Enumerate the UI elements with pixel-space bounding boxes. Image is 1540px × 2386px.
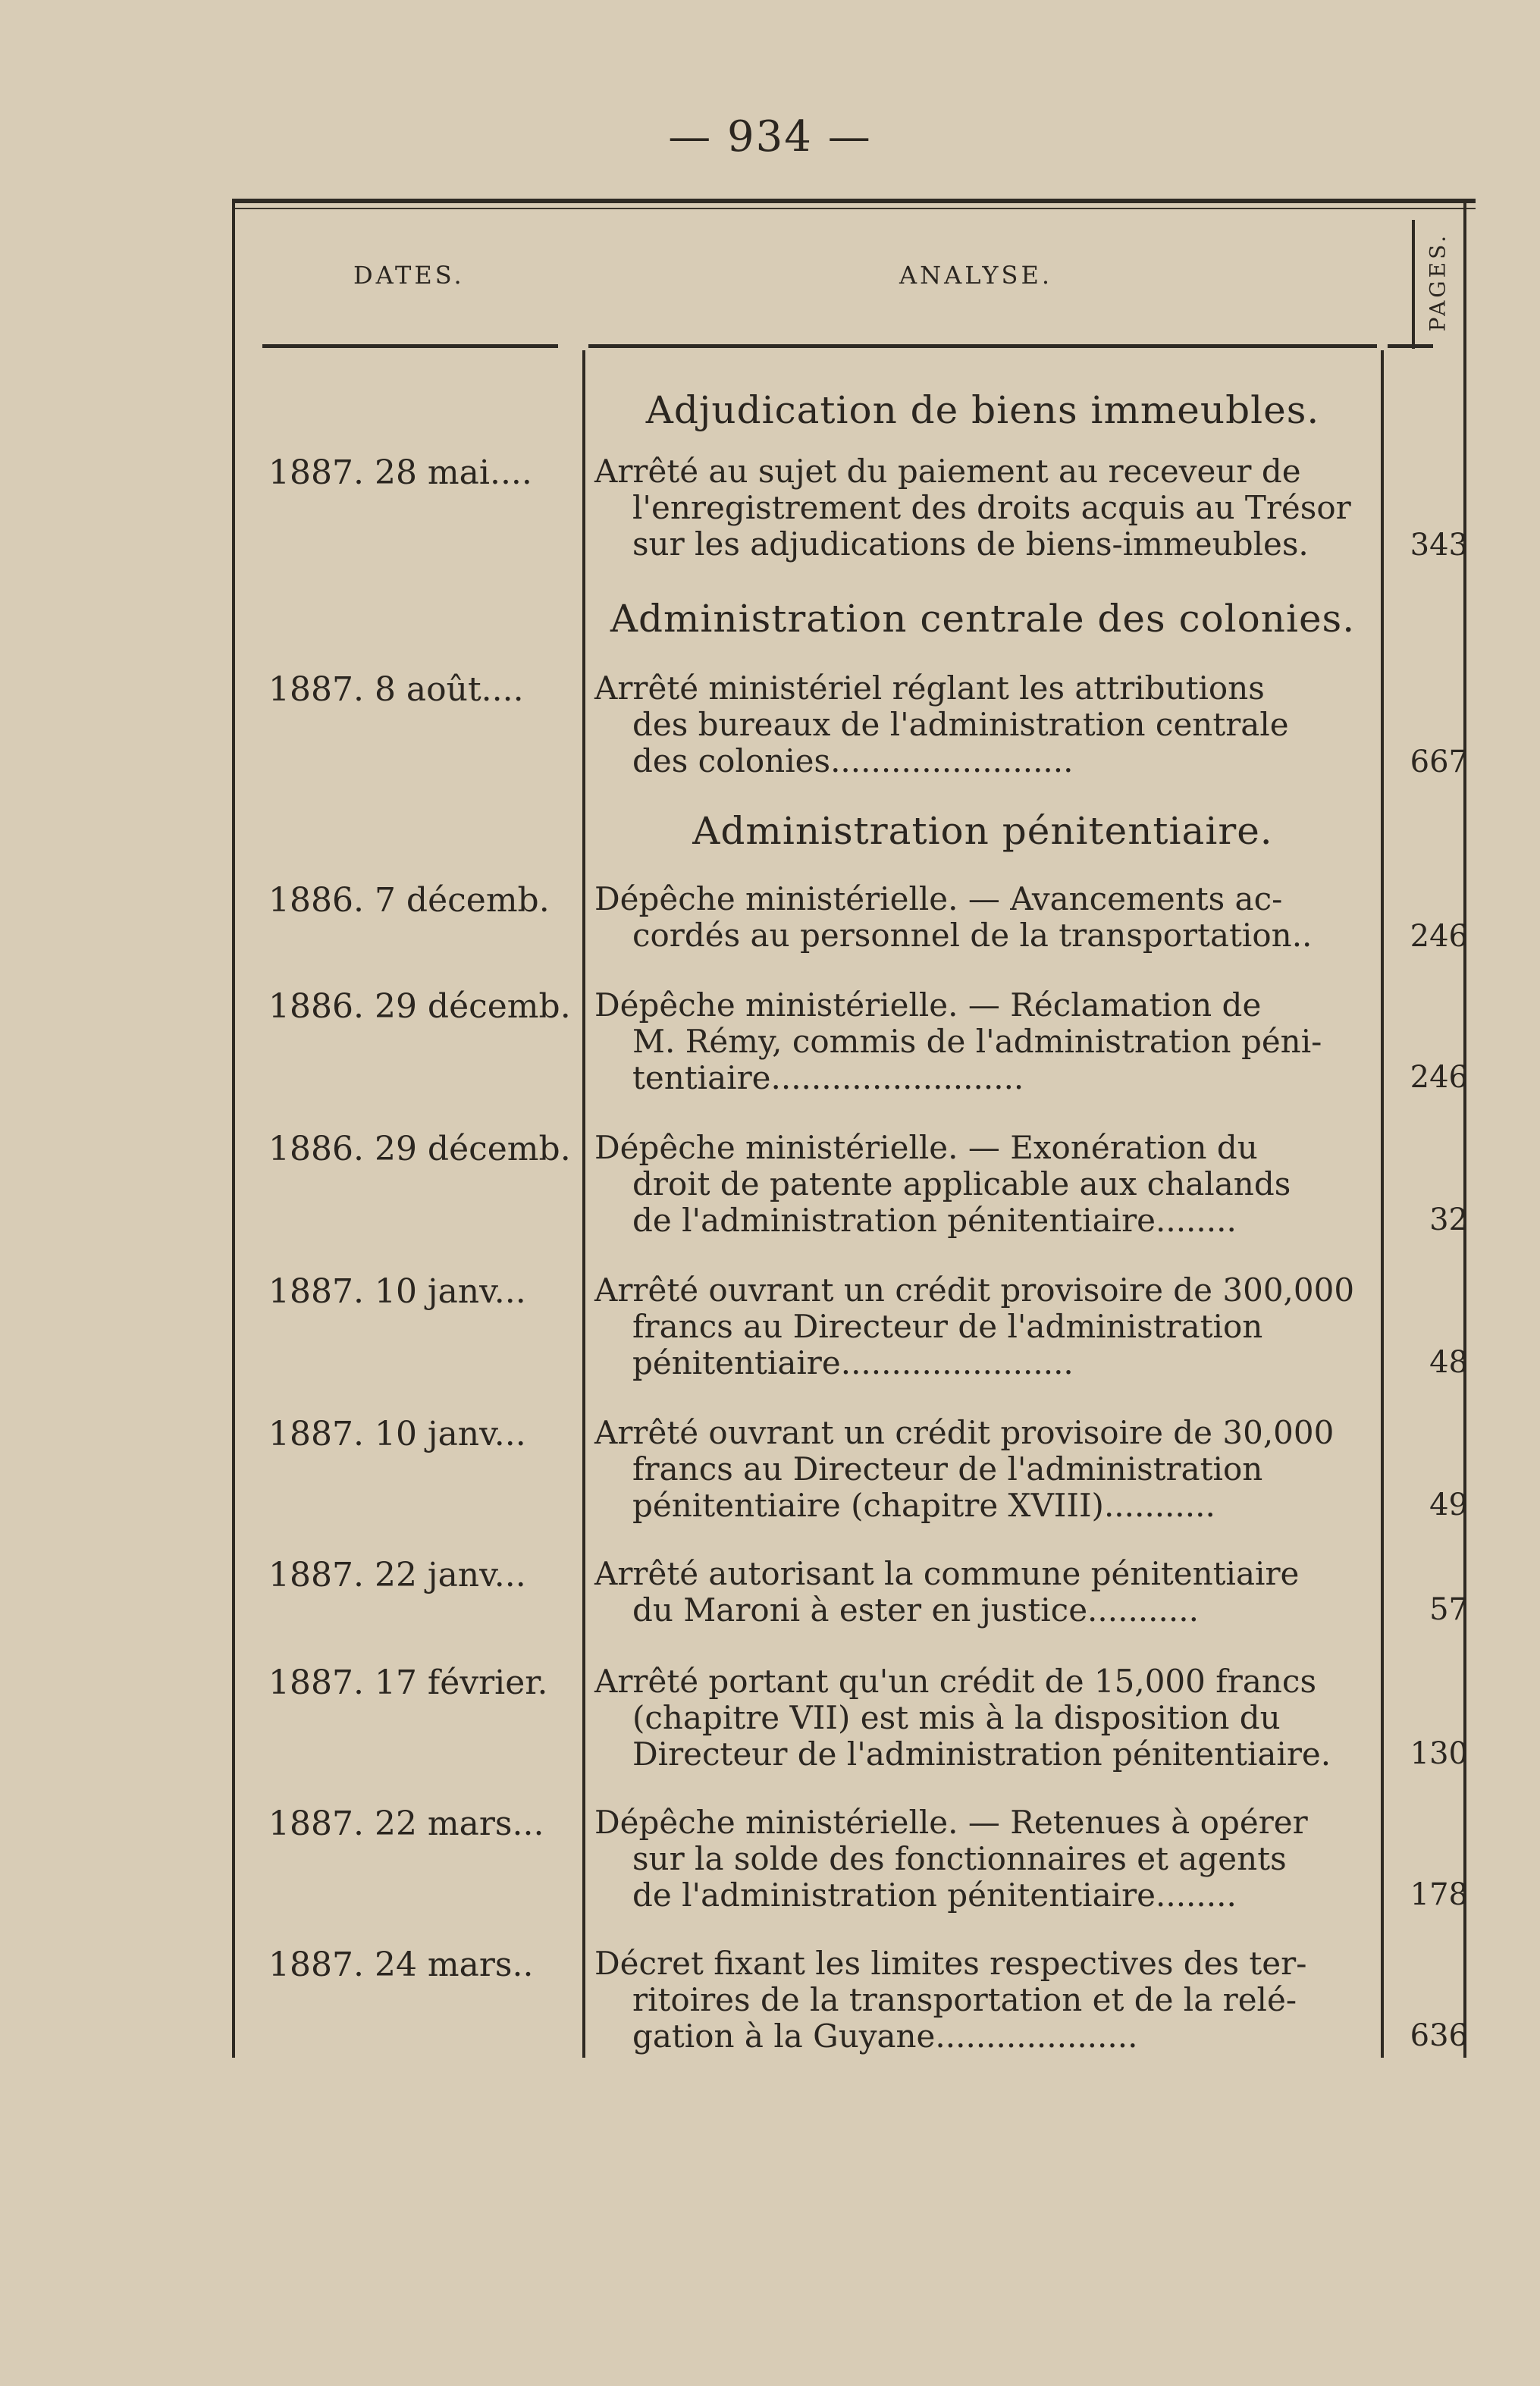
section-heading: Adjudication de biens immeubles. bbox=[645, 388, 1320, 432]
header-analyse: ANALYSE. bbox=[899, 261, 1052, 290]
entry-date: 1887. 17 février. bbox=[268, 1663, 548, 1702]
entry-date: 1887. 10 janv... bbox=[268, 1415, 526, 1453]
column-divider-analyse bbox=[1381, 350, 1384, 2058]
analysis-line: Arrêté ministériel réglant les attributions bbox=[594, 670, 1265, 707]
analysis-line: ritoires de la transportation et de la relé- bbox=[632, 1982, 1297, 2018]
entry-page: 130 bbox=[1410, 1736, 1468, 1771]
analysis-line: Arrêté portant qu'un crédit de 15,000 francs bbox=[594, 1663, 1316, 1700]
page-number: — 934 — bbox=[668, 112, 872, 161]
entry-analysis bbox=[588, 453, 1377, 563]
entry-analysis bbox=[588, 881, 1377, 954]
entry-page: 32 bbox=[1429, 1202, 1468, 1237]
analysis-line: de l'administration pénitentiaire........ bbox=[632, 1202, 1237, 1239]
header-rule-analyse bbox=[588, 344, 1377, 348]
entry-date: 1887. 10 janv... bbox=[268, 1272, 526, 1311]
entry-page: 49 bbox=[1429, 1488, 1468, 1522]
analysis-line: droit de patente applicable aux chalands bbox=[632, 1166, 1291, 1202]
table-left-border bbox=[232, 199, 235, 2058]
analysis-line: M. Rémy, commis de l'administration péni- bbox=[632, 1024, 1322, 1060]
analysis-line: Arrêté ouvrant un crédit provisoire de 300,000 bbox=[594, 1272, 1355, 1309]
entry-analysis bbox=[588, 1272, 1377, 1381]
header-pages bbox=[1415, 221, 1460, 343]
analysis-line: Dépêche ministérielle. — Réclamation de bbox=[594, 987, 1262, 1024]
entry-page: 246 bbox=[1410, 1060, 1468, 1095]
entry-page: 343 bbox=[1410, 528, 1468, 563]
analysis-line: de l'administration pénitentiaire........ bbox=[632, 1877, 1237, 1914]
entry-page: 57 bbox=[1429, 1592, 1468, 1627]
analysis-line: des bureaux de l'administration centrale bbox=[632, 707, 1289, 743]
header-dates: DATES. bbox=[353, 261, 465, 290]
analysis-line: sur la solde des fonctionnaires et agents bbox=[632, 1841, 1287, 1877]
table-right-border bbox=[1463, 199, 1466, 2058]
entry-analysis bbox=[588, 1663, 1377, 1773]
entry-page: 246 bbox=[1410, 919, 1468, 954]
analysis-line: l'enregistrement des droits acquis au Trésor bbox=[632, 490, 1351, 526]
analysis-line: Dépêche ministérielle. — Avancements ac- bbox=[594, 881, 1283, 917]
analysis-line: Dépêche ministérielle. — Retenues à opérer bbox=[594, 1804, 1308, 1841]
header-rule-dates bbox=[262, 344, 558, 348]
entry-analysis bbox=[588, 987, 1377, 1096]
analysis-line: Arrêté autorisant la commune pénitentiaire bbox=[594, 1556, 1300, 1592]
analysis-line: Directeur de l'administration pénitentiaire. bbox=[632, 1736, 1331, 1773]
entry-analysis bbox=[588, 1130, 1377, 1239]
entry-page: 178 bbox=[1410, 1877, 1468, 1912]
section-heading: Administration pénitentiaire. bbox=[692, 809, 1273, 853]
entry-date: 1887. 22 janv... bbox=[268, 1556, 526, 1594]
analysis-line: cordés au personnel de la transportation.. bbox=[632, 917, 1313, 954]
entry-date: 1887. 28 mai.... bbox=[268, 453, 532, 492]
entry-date: 1887. 8 août.... bbox=[268, 670, 524, 709]
analysis-line: Arrêté ouvrant un crédit provisoire de 30,000 bbox=[594, 1415, 1335, 1451]
analysis-line: Arrêté au sujet du paiement au receveur de bbox=[594, 453, 1301, 490]
table-top-rule-thin bbox=[232, 208, 1476, 209]
section-heading: Administration centrale des colonies. bbox=[610, 597, 1356, 641]
entry-page: 636 bbox=[1410, 2018, 1468, 2053]
analysis-line: des colonies........................ bbox=[632, 743, 1074, 779]
entry-date: 1887. 22 mars... bbox=[268, 1804, 544, 1843]
analysis-line: francs au Directeur de l'administration bbox=[632, 1309, 1263, 1345]
entry-page: 667 bbox=[1410, 745, 1468, 779]
analysis-line: sur les adjudications de biens-immeubles. bbox=[632, 526, 1309, 563]
entry-page: 48 bbox=[1429, 1345, 1468, 1380]
entry-analysis bbox=[588, 1945, 1377, 2055]
entry-analysis bbox=[588, 1415, 1377, 1524]
entry-analysis bbox=[588, 670, 1377, 779]
entry-analysis bbox=[588, 1556, 1377, 1629]
analysis-line: tentiaire......................... bbox=[632, 1060, 1024, 1096]
analysis-line: pénitentiaire....................... bbox=[632, 1345, 1074, 1381]
column-divider-dates bbox=[582, 350, 585, 2058]
entry-date: 1886. 7 décemb. bbox=[268, 881, 550, 920]
header-pages-label: PAGES. bbox=[1425, 232, 1451, 332]
analysis-line: francs au Directeur de l'administration bbox=[632, 1451, 1263, 1488]
table-top-rule bbox=[232, 199, 1476, 203]
analysis-line: gation à la Guyane.................... bbox=[632, 2018, 1138, 2055]
entry-date: 1886. 29 décemb. bbox=[268, 987, 571, 1026]
header-rule-pages bbox=[1388, 344, 1433, 348]
analysis-line: Dépêche ministérielle. — Exonération du bbox=[594, 1130, 1258, 1166]
analysis-line: pénitentiaire (chapitre XVIII)........... bbox=[632, 1488, 1215, 1524]
analysis-line: Décret fixant les limites respectives des ter- bbox=[594, 1945, 1307, 1982]
analysis-line: (chapitre VII) est mis à la disposition du bbox=[632, 1700, 1281, 1736]
index-table bbox=[232, 199, 1476, 2058]
entry-date: 1886. 29 décemb. bbox=[268, 1130, 571, 1168]
analysis-line: du Maroni à ester en justice........... bbox=[632, 1592, 1199, 1629]
entry-date: 1887. 24 mars.. bbox=[268, 1945, 534, 1984]
entry-analysis bbox=[588, 1804, 1377, 1914]
